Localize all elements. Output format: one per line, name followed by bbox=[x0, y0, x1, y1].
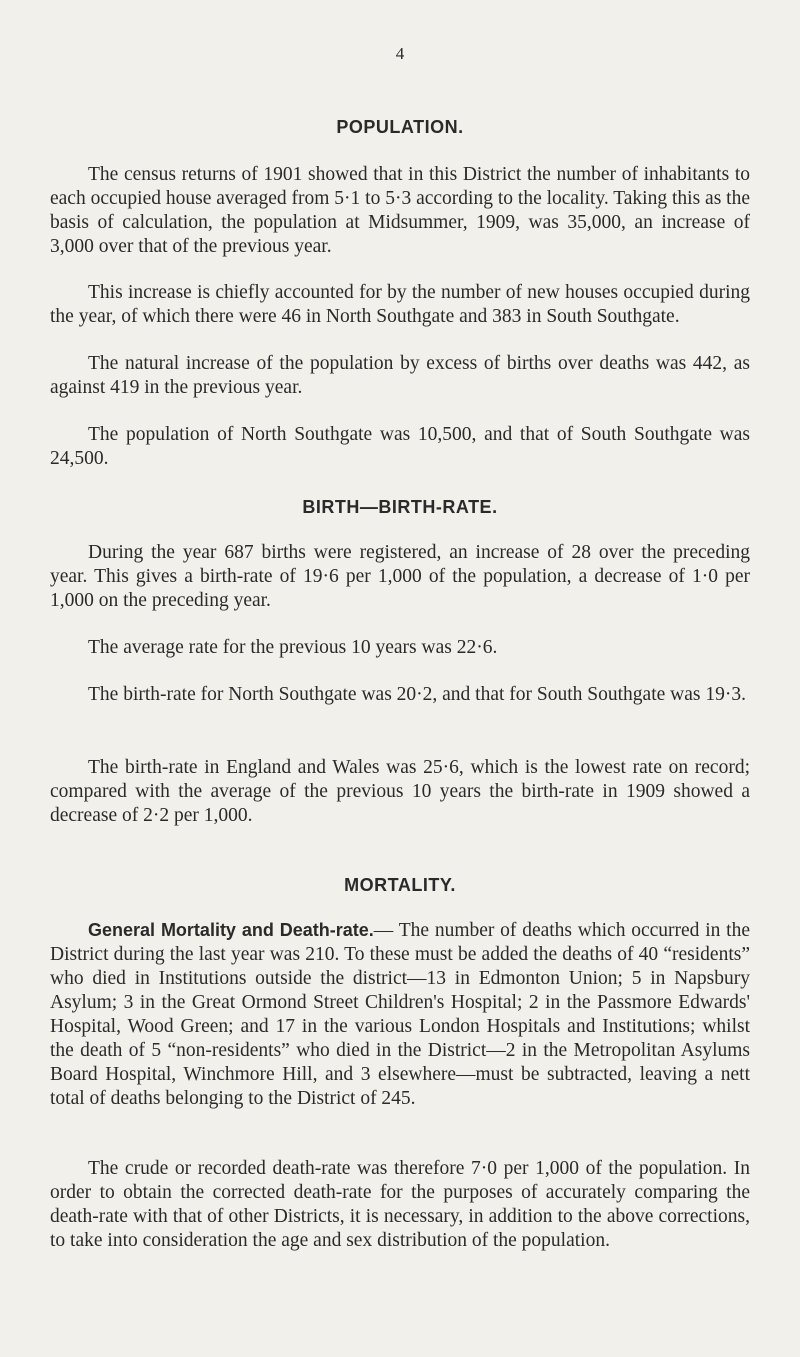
page-number: 4 bbox=[395, 44, 405, 63]
section-heading-population: POPULATION. bbox=[336, 117, 464, 137]
birth-paragraph-2 bbox=[50, 636, 750, 660]
general-mortality-label: General Mortality and Death-rate. bbox=[88, 920, 374, 940]
section-heading-mortality: MORTALITY. bbox=[344, 875, 456, 895]
section-heading-birth: BIRTH—BIRTH-RATE. bbox=[302, 497, 498, 517]
general-mortality-text: — The number of deaths which occurred in the District during the last year was 210. To these must be added the deaths of 40 “residents” who died in Institutions outside the district—13 in Edmonton Union; 5 in Napsbury Asylum; 3 in the Great Ormond Street Children's Hospital; 2 in the Passmore Edwards' Hospital, Wood Green; and 17 in the various London Hospitals and Institutions; whilst the death of 5 “non-residents” who died in the District—2 in the Metropolitan Asylums Board Hospital, Winchmore Hill, and 3 elsewhere—must be subtracted, leaving a nett total of deaths belonging to the District of 245. bbox=[50, 920, 750, 1109]
paragraph-text: This increase is chiefly accounted for by the number of new houses occupied during the year, of which there were 46 in North Southgate and 383 in South Southgate. bbox=[50, 282, 750, 327]
paragraph-text: The crude or recorded death-rate was therefore 7·0 per 1,000 of the population. In order to obtain the corrected death-rate for the purposes of accurately comparing the death-rate with that of other Districts, it is necessary, in addition to the above corrections, to take into consideration the age and sex distribution of the population. bbox=[50, 1158, 750, 1251]
paragraph-text: The natural increase of the population by excess of births over deaths was 442, as against 419 in the previous year. bbox=[50, 353, 750, 398]
paragraph-text: The average rate for the previous 10 years was 22·6. bbox=[88, 637, 498, 658]
mortality-general-paragraph bbox=[50, 918, 750, 1111]
population-paragraph-2 bbox=[50, 281, 750, 329]
birth-paragraph-3 bbox=[50, 683, 750, 707]
population-paragraph-4 bbox=[50, 423, 750, 471]
birth-paragraph-4 bbox=[50, 756, 750, 828]
population-paragraph-1 bbox=[50, 163, 750, 259]
paragraph-text: The birth-rate in England and Wales was 25·6, which is the lowest rate on record; compared with the average of the previous 10 years the birth-rate in 1909 showed a decrease of 2·2 per 1,000. bbox=[50, 757, 750, 826]
paragraph-text bbox=[50, 918, 750, 1111]
population-paragraph-3 bbox=[50, 352, 750, 400]
paragraph-text: During the year 687 births were registered, an increase of 28 over the preceding year. This gives a birth-rate of 19·6 per 1,000 of the population, a decrease of 1·0 per 1,000 on the preceding year. bbox=[50, 542, 750, 611]
mortality-paragraph-2 bbox=[50, 1157, 750, 1253]
birth-paragraph-1 bbox=[50, 541, 750, 613]
paragraph-text: The census returns of 1901 showed that in this District the number of inhabitants to each occupied house averaged from 5·1 to 5·3 according to the locality. Taking this as the basis of calculation, the population at Midsummer, 1909, was 35,000, an increase of 3,000 over that of the previous year. bbox=[50, 164, 750, 257]
paragraph-text: The birth-rate for North Southgate was 20·2, and that for South Southgate was 19·3. bbox=[88, 684, 746, 705]
paragraph-text: The population of North Southgate was 10,500, and that of South Southgate was 24,500. bbox=[50, 424, 750, 469]
